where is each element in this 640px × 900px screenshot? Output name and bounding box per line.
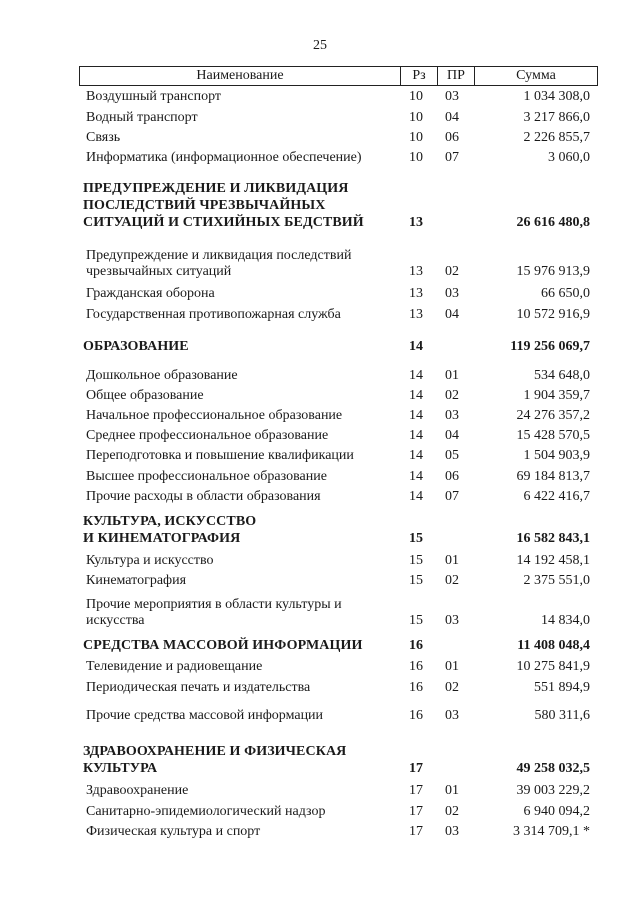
table-row [0,368,640,384]
row-name-line: Общее образование [86,388,204,403]
row-sum: 39 003 229,2 [516,783,590,798]
row-sum: 14 192 458,1 [516,553,590,568]
row-name-line: Здравоохранение [86,783,189,798]
row-sum: 1 904 359,7 [523,388,590,403]
row-rz: 15 [409,613,423,628]
row-rz: 13 [409,286,423,301]
section-row [0,637,640,654]
row-name-line: Прочие средства массовой информации [86,708,324,723]
row-name-line: Телевидение и радиовещание [86,659,263,674]
row-rz: 13 [409,264,423,279]
row-name [86,448,406,464]
row-name [83,180,403,231]
header-rz: Рз [401,67,438,86]
row-name-line: Информатика (информационное обеспечение) [86,150,362,165]
table-row [0,489,640,505]
row-name-line: Кинематография [86,573,187,588]
row-rz: 10 [409,130,423,145]
table-row [0,824,640,840]
row-name-line: Физическая культура и спорт [86,824,261,839]
row-name-line: ПОСЛЕДСТВИЙ ЧРЕЗВЫЧАЙНЫХ [83,198,326,213]
row-pr: 02 [445,388,459,403]
row-rz: 14 [409,428,423,443]
section-row [0,743,640,777]
table-row [0,428,640,444]
row-rz: 17 [409,783,423,798]
table-row [0,469,640,485]
row-name [83,743,403,777]
row-sum: 2 226 855,7 [523,130,590,145]
row-rz: 13 [409,307,423,322]
row-pr: 03 [445,613,459,628]
row-pr: 03 [445,708,459,723]
row-sum: 119 256 069,7 [510,339,590,354]
table-row [0,388,640,404]
section-row [0,180,640,231]
row-sum: 10 275 841,9 [516,659,590,674]
row-rz: 14 [409,448,423,463]
row-sum: 6 422 416,7 [523,489,590,504]
row-name [83,637,403,654]
table-row [0,783,640,799]
row-pr: 07 [445,489,459,504]
row-pr: 07 [445,150,459,165]
row-name-line: Начальное профессиональное образование [86,408,343,423]
row-pr: 05 [445,448,459,463]
section-row [0,513,640,547]
row-sum: 3 060,0 [548,150,590,165]
row-sum: 69 184 813,7 [516,469,590,484]
table-row [0,110,640,126]
row-rz: 16 [409,659,423,674]
row-pr: 02 [445,804,459,819]
row-name [86,110,406,126]
table-row [0,408,640,424]
table-row [0,804,640,820]
row-sum: 49 258 032,5 [516,761,590,776]
row-name [86,783,406,799]
row-name-line: Гражданская оборона [86,286,215,301]
row-name-line: Дошкольное образование [86,368,238,383]
row-rz: 17 [409,824,423,839]
row-name [86,130,406,146]
row-rz: 15 [409,531,423,546]
row-pr: 02 [445,680,459,695]
header-pr: ПР [438,67,475,86]
table-row [0,248,640,280]
row-rz: 10 [409,89,423,104]
row-pr: 06 [445,469,459,484]
row-rz: 13 [409,215,423,230]
row-sum: 551 894,9 [534,680,590,695]
row-rz: 14 [409,489,423,504]
row-sum: 24 276 357,2 [516,408,590,423]
row-sum: 580 311,6 [534,708,590,723]
row-name-line: Периодическая печать и издательства [86,680,311,695]
row-name-line: ЗДРАВООХРАНЕНИЕ И ФИЗИЧЕСКАЯ [83,744,347,759]
row-name-line: Среднее профессиональное образование [86,428,329,443]
row-sum: 1 034 308,0 [523,89,590,104]
row-name-line: Культура и искусство [86,553,214,568]
row-name-line: КУЛЬТУРА, ИСКУССТВО [83,514,257,529]
row-name-line: Водный транспорт [86,110,198,125]
row-rz: 17 [409,804,423,819]
row-name-line: ПРЕДУПРЕЖДЕНИЕ И ЛИКВИДАЦИЯ [83,181,349,196]
row-sum: 534 648,0 [534,368,590,383]
row-name [86,286,406,302]
row-rz: 14 [409,408,423,423]
row-name [86,248,406,280]
row-name-line: Государственная противопожарная служба [86,307,341,322]
row-pr: 01 [445,783,459,798]
row-name [86,368,406,384]
row-name [86,804,406,820]
row-name-line: Прочие мероприятия в области культуры и [86,597,342,612]
row-name [86,469,406,485]
row-rz: 14 [409,388,423,403]
table-row [0,89,640,105]
row-name [86,573,406,589]
row-name [86,428,406,444]
row-name [86,307,406,323]
row-sum: 66 650,0 [541,286,590,301]
row-sum: 1 504 903,9 [523,448,590,463]
row-rz: 10 [409,150,423,165]
row-name-line: Санитарно-эпидемиологический надзор [86,804,326,819]
table-row [0,573,640,589]
row-name [86,553,406,569]
row-pr: 06 [445,130,459,145]
row-rz: 15 [409,573,423,588]
row-rz: 17 [409,761,423,776]
row-name-line: И КИНЕМАТОГРАФИЯ [83,531,241,546]
row-sum: 3 217 866,0 [523,110,590,125]
row-rz: 14 [409,339,423,354]
table-header [79,66,598,86]
row-rz: 14 [409,469,423,484]
table-row [0,659,640,675]
row-sum: 3 314 709,1 * [513,824,590,839]
row-pr: 01 [445,368,459,383]
row-name [86,708,406,724]
row-name [86,489,406,505]
row-name-line: Переподготовка и повышение квалификации [86,448,354,463]
row-rz: 15 [409,553,423,568]
row-pr: 03 [445,824,459,839]
row-pr: 04 [445,428,459,443]
table-row [0,680,640,696]
row-pr: 03 [445,89,459,104]
section-row [0,338,640,355]
row-sum: 6 940 094,2 [523,804,590,819]
row-pr: 03 [445,408,459,423]
row-sum: 26 616 480,8 [516,215,590,230]
row-name [83,513,403,547]
row-name-line: СИТУАЦИЙ И СТИХИЙНЫХ БЕДСТВИЙ [83,215,364,230]
row-name-line: Прочие расходы в области образования [86,489,321,504]
table-row [0,597,640,629]
row-name [86,597,406,629]
row-pr: 04 [445,110,459,125]
row-name-line: Воздушный транспорт [86,89,222,104]
row-pr: 01 [445,659,459,674]
row-name [86,659,406,675]
row-pr: 03 [445,286,459,301]
row-name [86,388,406,404]
row-pr: 04 [445,307,459,322]
row-name-line: Предупреждение и ликвидация последствий [86,248,352,263]
row-name-line: КУЛЬТУРА [83,761,158,776]
row-name [86,680,406,696]
row-name-line: СРЕДСТВА МАССОВОЙ ИНФОРМАЦИИ [83,638,363,653]
row-name [86,824,406,840]
table-row [0,150,640,166]
row-rz: 16 [409,680,423,695]
row-rz: 16 [409,638,423,653]
row-name [86,89,406,105]
table-row [0,708,640,724]
row-pr: 01 [445,553,459,568]
row-name [86,408,406,424]
row-name-line: Высшее профессиональное образование [86,469,327,484]
row-rz: 10 [409,110,423,125]
row-rz: 16 [409,708,423,723]
table-row [0,448,640,464]
row-sum: 15 428 570,5 [516,428,590,443]
row-sum: 11 408 048,4 [517,638,590,653]
row-sum: 2 375 551,0 [523,573,590,588]
row-name-line: чрезвычайных ситуаций [86,264,232,279]
header-name: Наименование [80,67,401,86]
row-name-line: Связь [86,130,121,145]
row-name-line: искусства [86,613,145,628]
table-row [0,553,640,569]
row-pr: 02 [445,264,459,279]
page-number: 25 [313,38,327,53]
table-row [0,130,640,146]
row-sum: 15 976 913,9 [516,264,590,279]
row-name-line: ОБРАЗОВАНИЕ [83,339,189,354]
row-sum: 14 834,0 [541,613,590,628]
row-name [86,150,406,166]
table-row [0,286,640,302]
header-sum: Сумма [475,67,598,86]
row-pr: 02 [445,573,459,588]
table-row [0,307,640,323]
row-rz: 14 [409,368,423,383]
row-name [83,338,403,355]
row-sum: 16 582 843,1 [516,531,590,546]
row-sum: 10 572 916,9 [516,307,590,322]
